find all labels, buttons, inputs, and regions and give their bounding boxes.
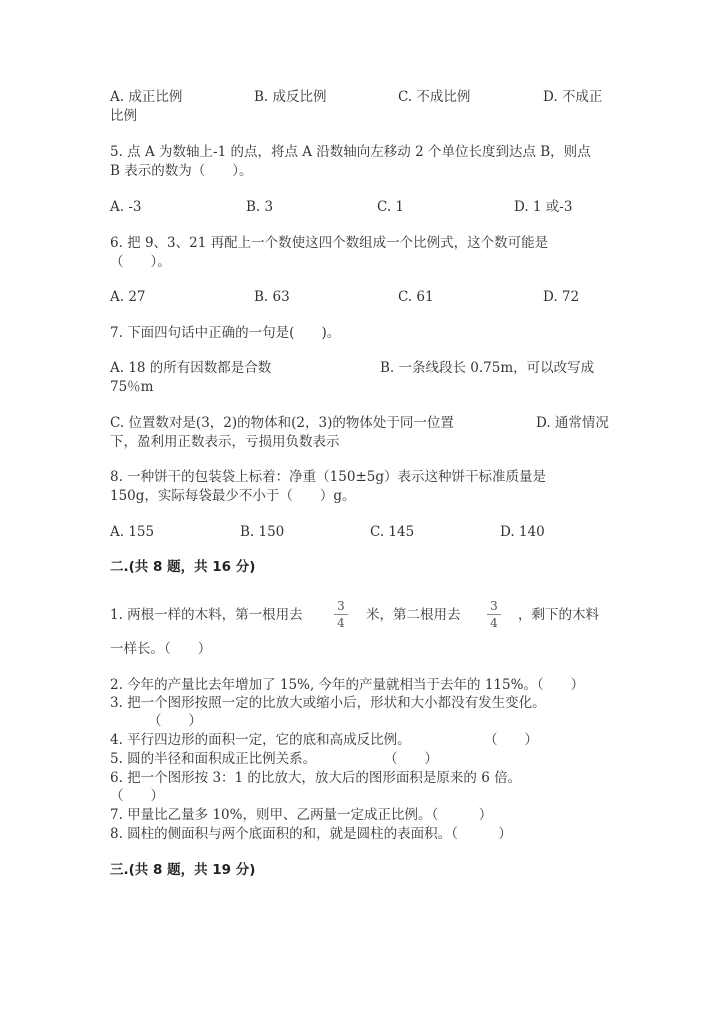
section3-header: 三.(共 8 题，共 19 分) <box>110 862 256 878</box>
q5-option-b: B. 3 <box>246 199 274 215</box>
s2-q2: 2. 今年的产量比去年增加了 15%, 今年的产量就相当于去年的 115%。（ ） <box>110 677 585 693</box>
q7-stem: 7. 下面四句话中正确的一句是( )。 <box>110 325 341 341</box>
s2-q1-part1: 1. 两根一样的木料，第一根用去 <box>110 607 303 623</box>
q6-stem-line2: （ ）。 <box>110 254 171 270</box>
s2-q4: 4. 平行四边形的面积一定，它的底和高成反比例。 <box>110 732 411 748</box>
s2-q7: 7. 甲量比乙量多 10%，则甲、乙两量一定成正比例。（ ） <box>110 807 493 823</box>
q5-option-d: D. 1 或-3 <box>514 199 573 215</box>
s2-q1-line2: 一样长。（ ） <box>110 641 212 657</box>
s2-q3-line2: （ ） <box>148 713 202 729</box>
q7-option-d: D. 通常情况 <box>536 415 609 431</box>
q8-stem-line2: 150g，实际每袋最少不小于（ ）g。 <box>110 488 356 504</box>
q6-option-b: B. 63 <box>254 289 290 305</box>
q4-option-b: B. 成反比例 <box>254 89 327 105</box>
q4-option-c: C. 不成比例 <box>398 89 471 105</box>
fraction-denominator: 4 <box>337 616 345 630</box>
q5-option-c: C. 1 <box>377 199 405 215</box>
q8-option-b: B. 150 <box>240 524 285 540</box>
s2-q5: 5. 圆的半径和面积成正比例关系。 <box>110 751 317 767</box>
fraction-three-quarters-2 <box>487 599 501 630</box>
q6-option-a: A. 27 <box>110 289 146 305</box>
q6-option-c: C. 61 <box>398 289 434 305</box>
q7-option-a: A. 18 的所有因数都是合数 <box>110 360 272 376</box>
q8-option-c: C. 145 <box>370 524 415 540</box>
fraction-denominator: 4 <box>490 616 498 630</box>
q7-option-b-wrap: 75％m <box>110 379 154 395</box>
q8-stem-line1: 8. 一种饼干的包装袋上标着：净重（150±5g）表示这种饼干标准质量是 <box>110 469 546 485</box>
q5-stem-line2: B 表示的数为（ ）。 <box>110 163 253 179</box>
q7-option-c: C. 位置数对是(3，2)的物体和(2，3)的物体处于同一位置 <box>110 415 454 431</box>
q7-option-d-wrap: 下，盈利用正数表示，亏损用负数表示 <box>110 434 340 450</box>
q8-option-d: D. 140 <box>500 524 545 540</box>
fraction-bar <box>487 614 501 615</box>
q6-stem-line1: 6. 把 9、3、21 再配上一个数使这四个数组成一个比例式，这个数可能是 <box>110 235 549 251</box>
s2-q6-line2: （ ） <box>110 788 164 804</box>
section2-header: 二.(共 8 题，共 16 分) <box>110 559 256 575</box>
fraction-three-quarters-1 <box>334 599 348 630</box>
s2-q4-paren: （ ） <box>484 732 538 748</box>
q6-option-d: D. 72 <box>543 289 580 305</box>
q4-option-d-wrap: 比例 <box>110 108 137 124</box>
q8-option-a: A. 155 <box>110 524 155 540</box>
s2-q3-line1: 3. 把一个图形按照一定的比放大或缩小后，形状和大小都没有发生变化。 <box>110 695 546 711</box>
q4-option-a: A. 成正比例 <box>110 89 183 105</box>
s2-q1-part3: ，剩下的木料 <box>518 607 599 623</box>
fraction-numerator: 3 <box>490 599 498 613</box>
s2-q5-paren: （ ） <box>384 751 438 767</box>
q7-option-b: B. 一条线段长 0.75m，可以改写成 <box>380 360 595 376</box>
fraction-numerator: 3 <box>337 599 345 613</box>
fraction-bar <box>334 614 348 615</box>
s2-q6-line1: 6. 把一个图形按 3：1 的比放大，放大后的图形面积是原来的 6 倍。 <box>110 770 522 786</box>
q5-stem-line1: 5. 点 A 为数轴上-1 的点，将点 A 沿数轴向左移动 2 个单位长度到达点 B，则点 <box>110 144 591 160</box>
s2-q1-part2: 米，第二根用去 <box>366 607 461 623</box>
s2-q8: 8. 圆柱的侧面积与两个底面积的和，就是圆柱的表面积。（ ） <box>110 826 512 842</box>
q4-option-d: D. 不成正 <box>543 89 603 105</box>
q5-option-a: A. -3 <box>110 199 142 215</box>
